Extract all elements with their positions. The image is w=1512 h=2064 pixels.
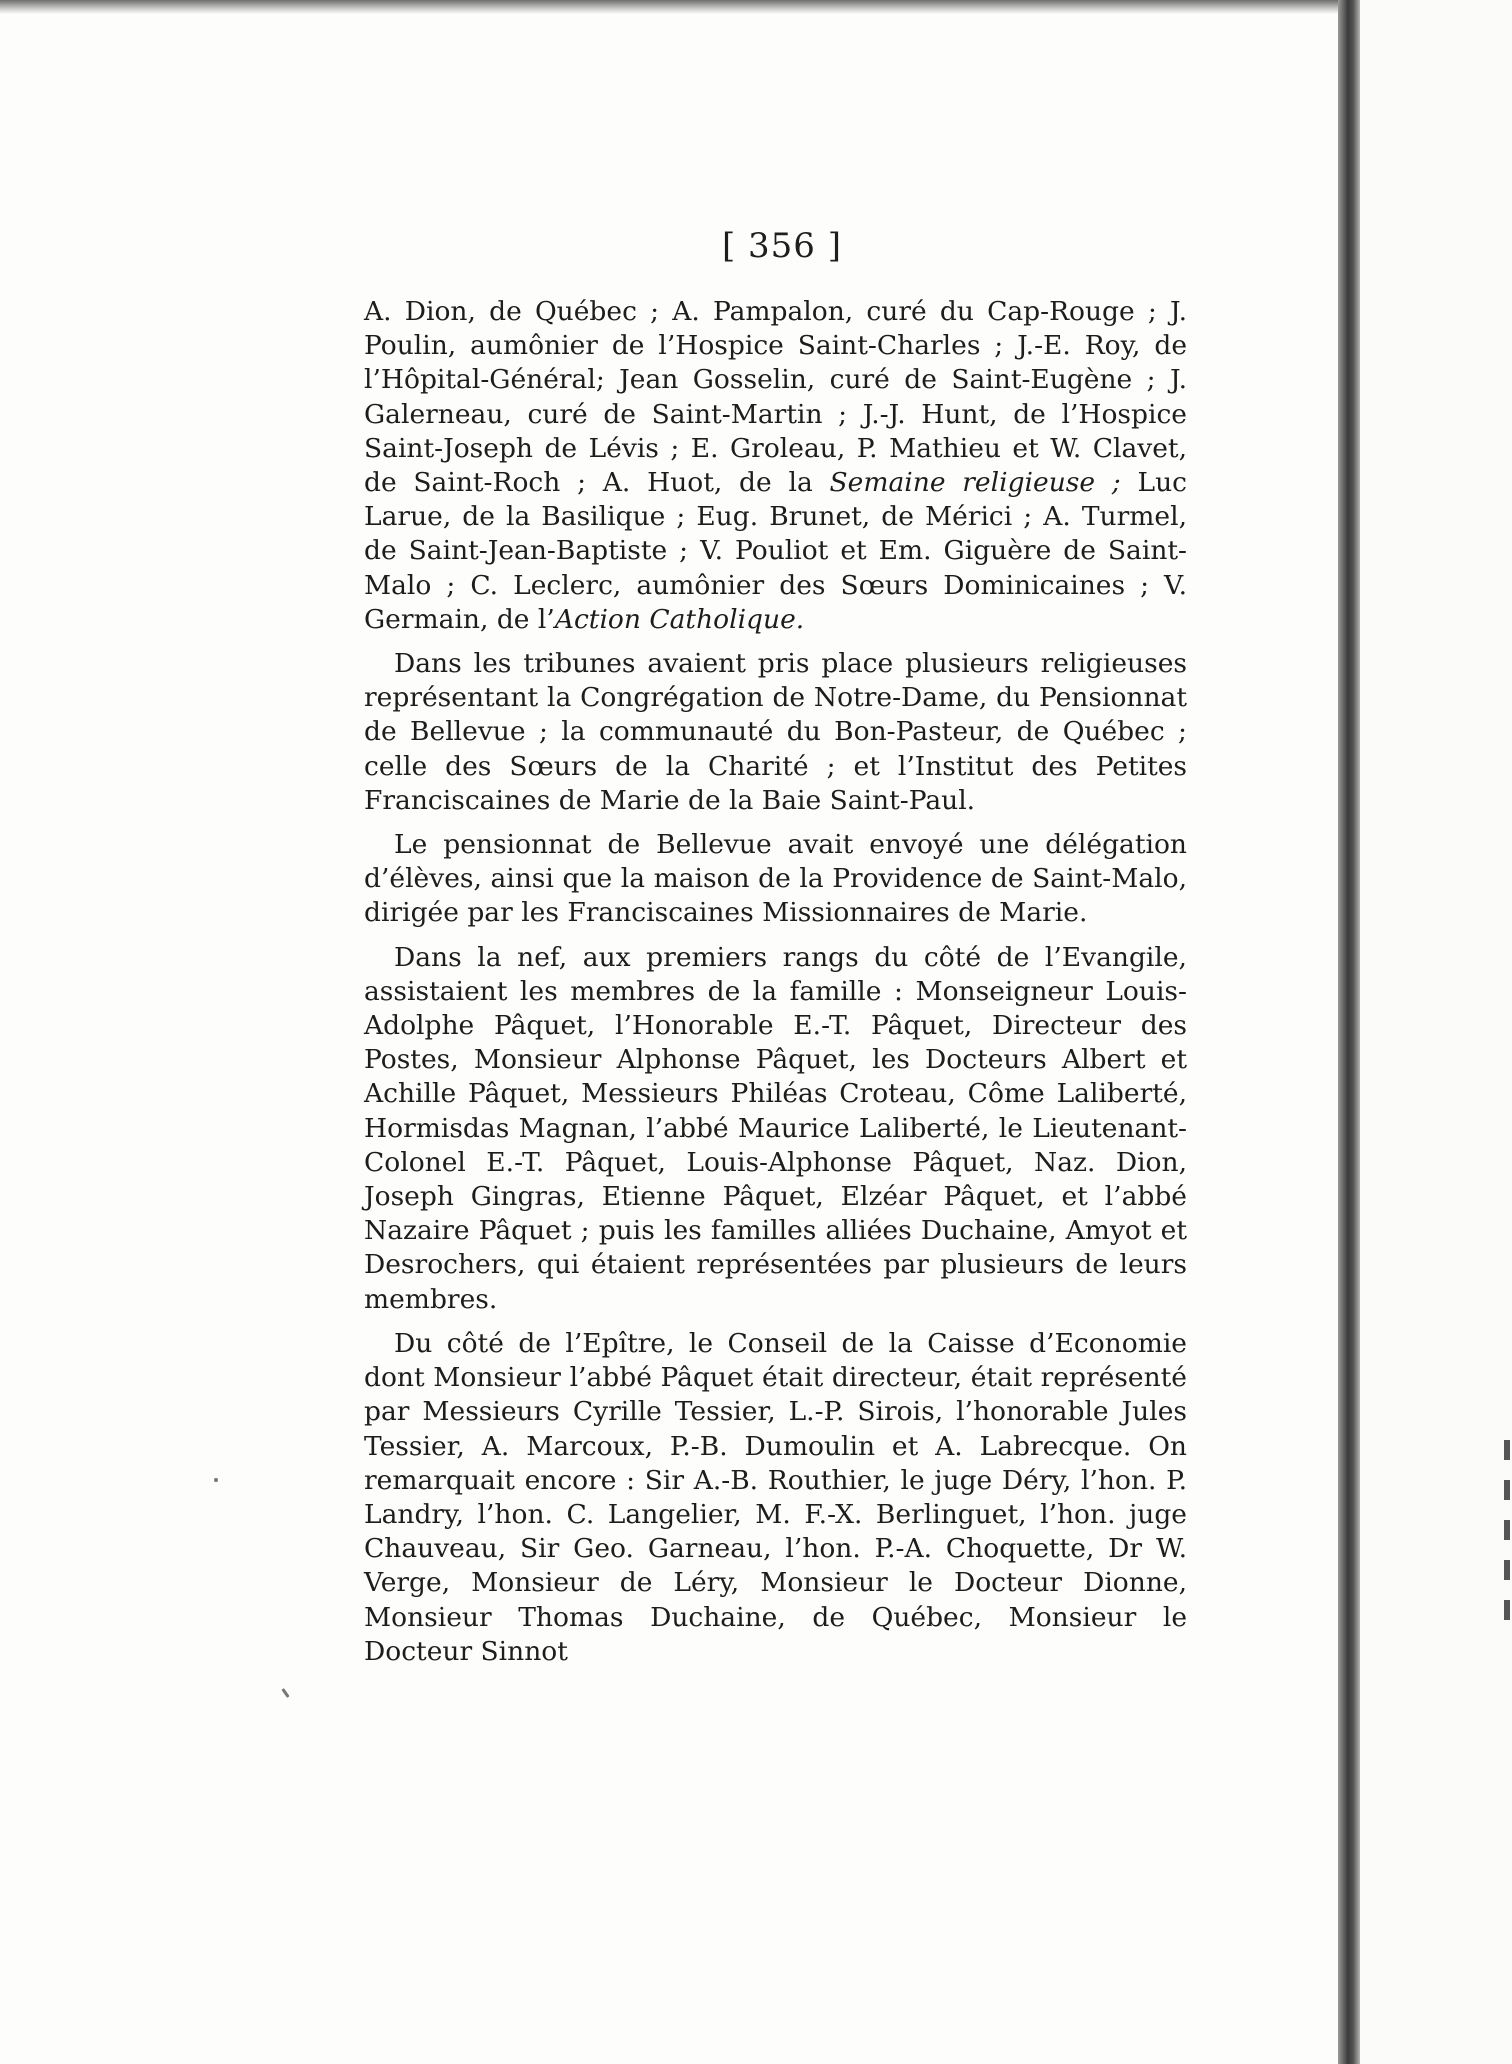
text-run: A. Dion, de Québec ; A. Pampalon, curé du Cap-Rouge ; J. Poulin, aumônier de l’Hospice Saint-Charles ; J.-E. Roy, de l’Hôpital-Général; Jean Gosselin, curé de Saint-Eugène ; J. Galerneau, curé de Saint-Martin ; J.-J. Hunt, de l’Hospice Saint-Joseph de Lévis ; E. Groleau, P. Mathieu et W. Clavet, de Saint-Roch ; A. Huot, de la — [364, 296, 1187, 499]
publication-title: Semaine religieuse ; — [829, 467, 1121, 499]
paragraph-nef-famille: Dans la nef, aux premiers rangs du côté de l’Evangile, assistaient les membres de la famille : Monseigneur Louis-Adolphe Pâquet, l’Honorable E.-T. Pâquet, Directeur des Postes, Monsieur Alphonse Pâquet, les Docteurs Albert et Achille Pâquet, Messieurs Philéas Croteau, Côme Laliberté, Hormisdas Magnan, l’abbé Maurice Laliberté, le Lieutenant-Colonel E.-T. Pâquet, Louis-Alphonse Pâquet, Naz. Dion, Joseph Gingras, Etienne Pâquet, Elzéar Pâquet, et l’abbé Nazaire Pâquet ; puis les familles alliées Duchaine, Amyot et Desrochers, qui étaient représentées par plusieurs de leurs membres. — [364, 941, 1187, 1315]
page-number: [ 356 ] — [721, 226, 843, 266]
scan-speck — [214, 1478, 218, 1482]
scan-top-edge-shadow — [0, 0, 1345, 14]
facing-page-text-fragment — [1504, 1480, 1510, 1500]
publication-title: Action Catholique. — [554, 603, 805, 635]
paragraph-epitre-conseil: Du côté de l’Epître, le Conseil de la Caisse d’Economie dont Monsieur l’abbé Pâquet était directeur, était représenté par Messieurs Cyrille Tessier, L.-P. Sirois, l’honorable Jules Tessier, A. Marcoux, P.-B. Dumoulin et A. Labrecque. On remarquait encore : Sir A.-B. Routhier, le juge Déry, l’hon. P. Landry, l’hon. C. Langelier, M. F.-X. Berlinguet, l’hon. juge Chauveau, Sir Geo. Garneau, l’hon. P.-A. Choquette, Dr W. Verge, Monsieur de Léry, Monsieur le Docteur Dionne, Monsieur Thomas Duchaine, de Québec, Monsieur le Docteur Sinnot — [364, 1327, 1187, 1667]
facing-page-text-fragment — [1504, 1440, 1510, 1460]
text-run: Luc Larue, de la Basilique ; Eug. Brunet, de Mérici ; A. Turmel, de Saint-Jean-Baptiste ; V. Pouliot et Em. Giguère de Saint-Malo ; C. Leclerc, aumônier des Sœurs Dominicaines ; V. Germain, de l’ — [364, 467, 1188, 635]
body-text — [364, 295, 1187, 1679]
facing-page-text-fragment — [1504, 1600, 1510, 1620]
facing-page-edge — [1360, 0, 1512, 2064]
paragraph-pensionnat: Le pensionnat de Bellevue avait envoyé une délégation d’élèves, ainsi que la maison de la Providence de Saint-Malo, dirigée par les Franciscaines Missionnaires de Marie. — [364, 829, 1187, 929]
paragraph-clergy-list — [364, 295, 1187, 637]
facing-page-text-fragment — [1504, 1520, 1510, 1540]
paragraph-tribunes: Dans les tribunes avaient pris place plusieurs religieuses représentant la Congrégation de Notre-Dame, du Pensionnat de Bellevue ; la communauté du Bon-Pasteur, de Québec ; celle des Sœurs de la Charité ; et l’Institut des Petites Franciscaines de Marie de la Baie Saint-Paul. — [364, 648, 1187, 816]
facing-page-text-fragment — [1504, 1560, 1510, 1580]
book-spine-gutter — [1338, 0, 1360, 2064]
scan-speck — [281, 1688, 289, 1698]
